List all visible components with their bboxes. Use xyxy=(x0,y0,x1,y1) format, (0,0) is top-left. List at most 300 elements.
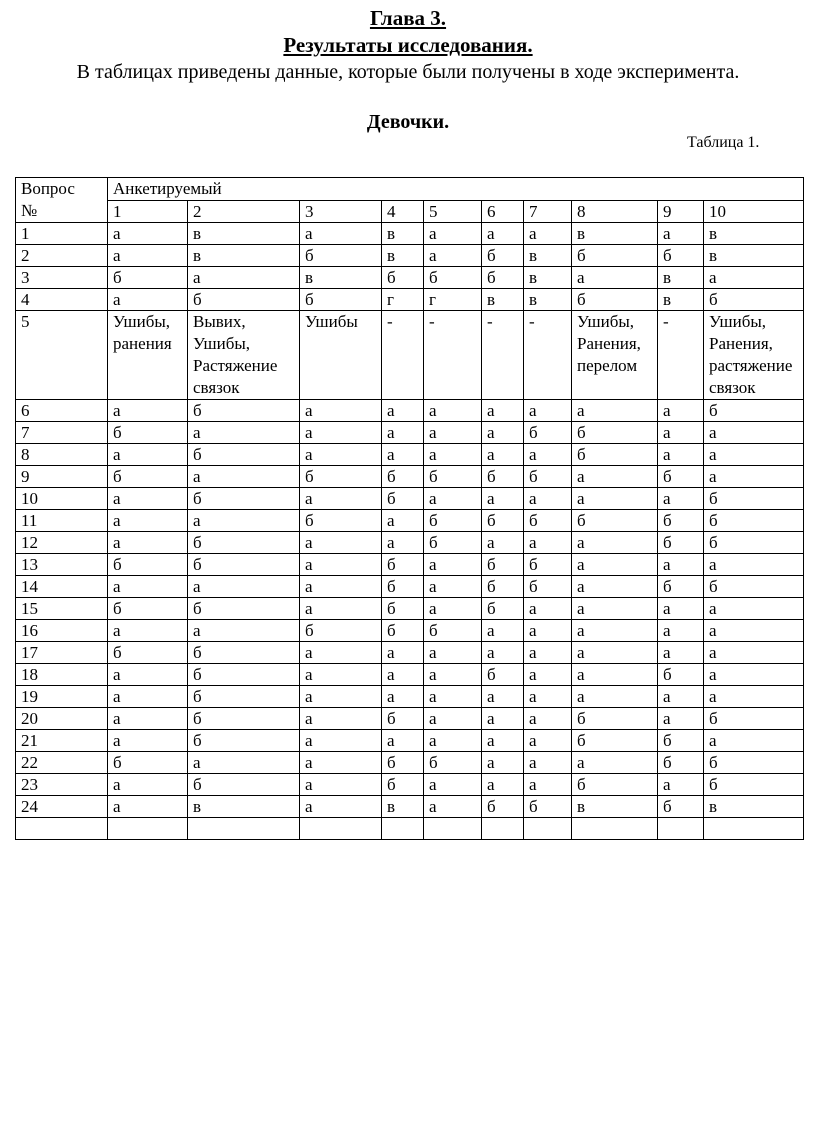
answer-cell: а xyxy=(300,554,382,576)
answer-cell: Ушибы xyxy=(300,311,382,400)
question-number-cell: 11 xyxy=(16,510,108,532)
answer-cell: б xyxy=(704,774,804,796)
question-number-cell: 17 xyxy=(16,642,108,664)
answer-cell: б xyxy=(658,466,704,488)
answer-cell: б xyxy=(704,400,804,422)
respondent-number-cell: 9 xyxy=(658,200,704,223)
answer-cell: а xyxy=(300,400,382,422)
answer-cell xyxy=(382,818,424,840)
answer-cell: - xyxy=(382,311,424,400)
answer-cell: б xyxy=(424,267,482,289)
table-row xyxy=(16,289,804,311)
answer-cell: б xyxy=(108,267,188,289)
question-number-sign: № xyxy=(21,201,38,220)
answer-cell: а xyxy=(482,532,524,554)
question-number-cell: 4 xyxy=(16,289,108,311)
answer-cell: б xyxy=(482,576,524,598)
answer-cell: б xyxy=(108,466,188,488)
question-number-cell: 19 xyxy=(16,686,108,708)
answer-cell: Вывих, Ушибы, Растяжение связок xyxy=(188,311,300,400)
answer-cell: б xyxy=(658,664,704,686)
answer-cell: б xyxy=(108,752,188,774)
answer-cell: а xyxy=(482,444,524,466)
answer-cell: а xyxy=(524,708,572,730)
answer-cell: а xyxy=(572,598,658,620)
answer-cell: а xyxy=(108,796,188,818)
table-row xyxy=(16,730,804,752)
answer-cell: в xyxy=(382,223,424,245)
answer-cell: а xyxy=(482,642,524,664)
table-row xyxy=(16,554,804,576)
answer-cell: а xyxy=(524,686,572,708)
answer-cell: а xyxy=(524,532,572,554)
answer-cell xyxy=(482,818,524,840)
answer-cell: а xyxy=(300,532,382,554)
answer-cell: а xyxy=(524,752,572,774)
question-number-cell xyxy=(16,818,108,840)
table-row xyxy=(16,774,804,796)
answer-cell: а xyxy=(482,686,524,708)
answer-cell: а xyxy=(108,664,188,686)
answer-cell: а xyxy=(108,510,188,532)
answer-cell xyxy=(524,818,572,840)
answer-cell: б xyxy=(524,576,572,598)
answer-cell: б xyxy=(572,289,658,311)
answer-cell: б xyxy=(188,642,300,664)
answer-cell: в xyxy=(524,267,572,289)
answer-cell: а xyxy=(108,576,188,598)
answer-cell: а xyxy=(704,686,804,708)
answer-cell: а xyxy=(524,223,572,245)
answer-cell: а xyxy=(482,708,524,730)
respondent-number-cell: 10 xyxy=(704,200,804,223)
answer-cell: - xyxy=(424,311,482,400)
answer-cell: а xyxy=(572,664,658,686)
answer-cell: б xyxy=(382,576,424,598)
answer-cell: а xyxy=(188,576,300,598)
answer-cell: Ушибы, Ранения, растяжение связок xyxy=(704,311,804,400)
answer-cell: б xyxy=(382,774,424,796)
answer-cell: б xyxy=(524,422,572,444)
answer-cell: а xyxy=(382,532,424,554)
question-header-label: Вопрос xyxy=(21,179,75,198)
table-row xyxy=(16,466,804,488)
answer-cell: б xyxy=(300,466,382,488)
answer-cell: б xyxy=(382,267,424,289)
answer-cell: а xyxy=(382,730,424,752)
answer-cell: б xyxy=(704,488,804,510)
answer-cell: в xyxy=(658,267,704,289)
question-number-cell: 1 xyxy=(16,223,108,245)
answer-cell: в xyxy=(188,245,300,267)
answer-cell: а xyxy=(108,730,188,752)
question-number-cell: 3 xyxy=(16,267,108,289)
answer-cell: б xyxy=(524,466,572,488)
answer-cell: в xyxy=(704,245,804,267)
answer-cell: а xyxy=(108,774,188,796)
answer-cell: б xyxy=(188,554,300,576)
answer-cell: б xyxy=(658,532,704,554)
question-number-cell: 9 xyxy=(16,466,108,488)
answer-cell: б xyxy=(108,598,188,620)
table-row xyxy=(16,311,804,400)
answer-cell: а xyxy=(424,444,482,466)
answer-cell: а xyxy=(300,444,382,466)
answer-cell: а xyxy=(300,796,382,818)
table-row xyxy=(16,620,804,642)
section-heading: Девочки. xyxy=(366,111,450,133)
answer-cell: в xyxy=(524,245,572,267)
answer-cell: а xyxy=(108,708,188,730)
answer-cell: б xyxy=(482,796,524,818)
answer-cell: б xyxy=(572,774,658,796)
answer-cell: а xyxy=(704,730,804,752)
respondent-number-cell: 3 xyxy=(300,200,382,223)
answer-cell: б xyxy=(572,708,658,730)
question-number-cell: 23 xyxy=(16,774,108,796)
answer-cell: б xyxy=(188,289,300,311)
question-number-cell: 13 xyxy=(16,554,108,576)
answer-cell: б xyxy=(524,510,572,532)
answer-cell: б xyxy=(658,730,704,752)
answer-cell: - xyxy=(658,311,704,400)
respondent-number-cell: 7 xyxy=(524,200,572,223)
answer-cell: б xyxy=(382,752,424,774)
respondent-number-cell: 1 xyxy=(108,200,188,223)
answer-cell: а xyxy=(658,400,704,422)
answer-cell: а xyxy=(188,422,300,444)
answer-cell xyxy=(424,818,482,840)
answer-cell: а xyxy=(188,620,300,642)
question-number-cell: 8 xyxy=(16,444,108,466)
table-row xyxy=(16,245,804,267)
answer-cell: а xyxy=(524,664,572,686)
answer-cell: а xyxy=(424,400,482,422)
table-row xyxy=(16,576,804,598)
answer-cell: б xyxy=(572,245,658,267)
answer-cell: а xyxy=(572,466,658,488)
answer-cell: а xyxy=(704,444,804,466)
answer-cell: б xyxy=(482,267,524,289)
answer-cell: а xyxy=(188,510,300,532)
answer-cell: а xyxy=(704,664,804,686)
answer-cell: а xyxy=(424,488,482,510)
question-number-cell: 10 xyxy=(16,488,108,510)
answer-cell: а xyxy=(300,708,382,730)
answer-cell: б xyxy=(188,598,300,620)
answer-cell: б xyxy=(524,554,572,576)
table-row xyxy=(16,444,804,466)
question-number-cell: 2 xyxy=(16,245,108,267)
answer-cell: б xyxy=(300,510,382,532)
answer-cell: - xyxy=(482,311,524,400)
answer-cell: б xyxy=(108,554,188,576)
answer-cell: б xyxy=(704,289,804,311)
answer-cell: а xyxy=(482,620,524,642)
answer-cell: а xyxy=(382,400,424,422)
answer-cell: в xyxy=(382,245,424,267)
answer-cell xyxy=(658,818,704,840)
answer-cell: а xyxy=(424,554,482,576)
answer-cell: в xyxy=(188,223,300,245)
answer-cell: в xyxy=(482,289,524,311)
answer-cell: а xyxy=(300,598,382,620)
answer-cell: а xyxy=(572,554,658,576)
answer-cell: в xyxy=(572,223,658,245)
answer-cell: в xyxy=(704,796,804,818)
table-row xyxy=(16,510,804,532)
answer-cell: б xyxy=(424,752,482,774)
answer-cell: а xyxy=(704,466,804,488)
answer-cell: а xyxy=(658,774,704,796)
answer-cell: а xyxy=(300,422,382,444)
answer-cell: а xyxy=(424,708,482,730)
answer-cell: б xyxy=(108,422,188,444)
answer-cell: а xyxy=(108,532,188,554)
answer-cell: в xyxy=(704,223,804,245)
table-row xyxy=(16,796,804,818)
answer-cell: а xyxy=(424,774,482,796)
answer-cell: а xyxy=(658,620,704,642)
answer-cell: а xyxy=(572,686,658,708)
answer-cell: б xyxy=(188,488,300,510)
answer-cell: а xyxy=(658,642,704,664)
respondent-number-cell: 2 xyxy=(188,200,300,223)
answer-cell: б xyxy=(658,576,704,598)
answer-cell: в xyxy=(524,289,572,311)
answer-cell: а xyxy=(704,642,804,664)
answer-cell: б xyxy=(704,576,804,598)
respondent-number-cell: 8 xyxy=(572,200,658,223)
answer-cell: б xyxy=(382,554,424,576)
answer-cell: б xyxy=(482,466,524,488)
answer-cell: г xyxy=(424,289,482,311)
answer-cell: б xyxy=(300,245,382,267)
answer-cell: б xyxy=(658,796,704,818)
answer-cell: б xyxy=(188,708,300,730)
table-caption: Таблица 1. xyxy=(687,134,760,151)
answer-cell: Ушибы, Ранения, перелом xyxy=(572,311,658,400)
answer-cell: а xyxy=(382,444,424,466)
answer-cell: б xyxy=(704,532,804,554)
answer-cell: а xyxy=(524,642,572,664)
answer-cell: а xyxy=(704,554,804,576)
answer-cell: а xyxy=(188,752,300,774)
answer-cell: б xyxy=(482,245,524,267)
answer-cell xyxy=(108,818,188,840)
table-row xyxy=(16,223,804,245)
answer-cell: а xyxy=(300,752,382,774)
answer-cell: а xyxy=(572,620,658,642)
answer-cell: б xyxy=(108,642,188,664)
answer-cell: а xyxy=(108,245,188,267)
answer-cell: б xyxy=(188,400,300,422)
answer-cell: а xyxy=(658,444,704,466)
answer-cell: а xyxy=(382,510,424,532)
answer-cell: а xyxy=(572,576,658,598)
results-table xyxy=(15,177,804,840)
question-number-cell: 21 xyxy=(16,730,108,752)
answer-cell: а xyxy=(482,730,524,752)
question-number-cell: 14 xyxy=(16,576,108,598)
answer-cell: а xyxy=(482,400,524,422)
intro-text: В таблицах приведены данные, которые были получены в ходе эксперимента. xyxy=(76,61,740,83)
answer-cell: а xyxy=(658,554,704,576)
answer-cell: а xyxy=(300,730,382,752)
answer-cell: а xyxy=(188,267,300,289)
answer-cell: а xyxy=(704,267,804,289)
answer-cell: а xyxy=(482,422,524,444)
answer-cell: Ушибы, ранения xyxy=(108,311,188,400)
answer-cell: б xyxy=(482,554,524,576)
question-number-cell: 18 xyxy=(16,664,108,686)
answer-cell: в xyxy=(382,796,424,818)
answer-cell: б xyxy=(704,752,804,774)
answer-cell xyxy=(704,818,804,840)
answer-cell: а xyxy=(524,774,572,796)
answer-cell: а xyxy=(572,488,658,510)
answer-cell: а xyxy=(108,289,188,311)
respondent-number-cell: 6 xyxy=(482,200,524,223)
answer-cell: б xyxy=(300,620,382,642)
answer-cell: б xyxy=(658,752,704,774)
answer-cell: а xyxy=(572,642,658,664)
answer-cell: а xyxy=(658,488,704,510)
respondent-number-cell: 5 xyxy=(424,200,482,223)
answer-cell: а xyxy=(524,444,572,466)
answer-cell: а xyxy=(300,686,382,708)
answer-cell: б xyxy=(188,686,300,708)
answer-cell: б xyxy=(188,664,300,686)
answer-cell: а xyxy=(382,664,424,686)
answer-cell: б xyxy=(382,466,424,488)
answer-cell: а xyxy=(658,708,704,730)
answer-cell: б xyxy=(658,245,704,267)
answer-cell: б xyxy=(188,730,300,752)
answer-cell: а xyxy=(524,620,572,642)
question-number-cell: 12 xyxy=(16,532,108,554)
answer-cell: б xyxy=(482,664,524,686)
answer-cell: а xyxy=(424,642,482,664)
table-row xyxy=(16,752,804,774)
table-row xyxy=(16,708,804,730)
table-row xyxy=(16,642,804,664)
answer-cell: а xyxy=(188,466,300,488)
answer-cell: б xyxy=(572,730,658,752)
question-number-cell: 5 xyxy=(16,311,108,400)
answer-cell: б xyxy=(524,796,572,818)
answer-cell: а xyxy=(108,400,188,422)
answer-cell: а xyxy=(424,422,482,444)
answer-cell: а xyxy=(704,598,804,620)
answer-cell: б xyxy=(382,488,424,510)
answer-cell: а xyxy=(108,686,188,708)
header-row-1 xyxy=(16,178,804,201)
answer-cell: а xyxy=(300,642,382,664)
answer-cell: а xyxy=(108,444,188,466)
answer-cell: б xyxy=(658,510,704,532)
answer-cell: а xyxy=(424,796,482,818)
answer-cell: а xyxy=(424,686,482,708)
answer-cell: а xyxy=(382,422,424,444)
table-row xyxy=(16,400,804,422)
table-row xyxy=(16,686,804,708)
respondent-header-cell: Анкетируемый xyxy=(108,178,804,201)
answer-cell: г xyxy=(382,289,424,311)
answer-cell: а xyxy=(424,223,482,245)
answer-cell: б xyxy=(704,510,804,532)
answer-cell: в xyxy=(188,796,300,818)
table-body xyxy=(16,178,804,840)
answer-cell: а xyxy=(300,664,382,686)
answer-cell: а xyxy=(108,223,188,245)
answer-cell: в xyxy=(658,289,704,311)
chapter-title: Глава 3. xyxy=(369,6,447,30)
answer-cell: а xyxy=(658,598,704,620)
answer-cell: а xyxy=(108,620,188,642)
question-number-cell: 15 xyxy=(16,598,108,620)
answer-cell: а xyxy=(572,532,658,554)
answer-cell: а xyxy=(482,774,524,796)
chapter-subtitle: Результаты исследования. xyxy=(283,33,533,57)
header-row-2 xyxy=(16,200,804,223)
answer-cell: а xyxy=(658,422,704,444)
answer-cell: б xyxy=(382,598,424,620)
question-number-cell: 20 xyxy=(16,708,108,730)
answer-cell: б xyxy=(482,598,524,620)
answer-cell: а xyxy=(300,488,382,510)
answer-cell: а xyxy=(704,620,804,642)
table-row xyxy=(16,818,804,840)
question-number-cell: 6 xyxy=(16,400,108,422)
answer-cell: б xyxy=(704,708,804,730)
table-row xyxy=(16,664,804,686)
table-row xyxy=(16,488,804,510)
answer-cell: б xyxy=(572,510,658,532)
answer-cell: б xyxy=(382,620,424,642)
answer-cell: б xyxy=(424,466,482,488)
answer-cell: а xyxy=(424,730,482,752)
answer-cell: а xyxy=(424,576,482,598)
answer-cell: б xyxy=(572,422,658,444)
answer-cell: а xyxy=(572,752,658,774)
answer-cell: а xyxy=(524,400,572,422)
answer-cell: а xyxy=(424,245,482,267)
question-header-cell xyxy=(16,178,108,223)
table-row xyxy=(16,267,804,289)
answer-cell: в xyxy=(300,267,382,289)
answer-cell xyxy=(572,818,658,840)
answer-cell: б xyxy=(188,532,300,554)
answer-cell: а xyxy=(524,488,572,510)
answer-cell: а xyxy=(108,488,188,510)
answer-cell: а xyxy=(524,598,572,620)
answer-cell: в xyxy=(572,796,658,818)
answer-cell: а xyxy=(424,598,482,620)
answer-cell: б xyxy=(424,510,482,532)
answer-cell: а xyxy=(382,642,424,664)
answer-cell: а xyxy=(300,576,382,598)
answer-cell: а xyxy=(658,686,704,708)
answer-cell: а xyxy=(382,686,424,708)
table-row xyxy=(16,532,804,554)
question-number-cell: 7 xyxy=(16,422,108,444)
respondent-number-cell: 4 xyxy=(382,200,424,223)
answer-cell: - xyxy=(524,311,572,400)
answer-cell xyxy=(188,818,300,840)
answer-cell: а xyxy=(572,400,658,422)
answer-cell: б xyxy=(482,510,524,532)
